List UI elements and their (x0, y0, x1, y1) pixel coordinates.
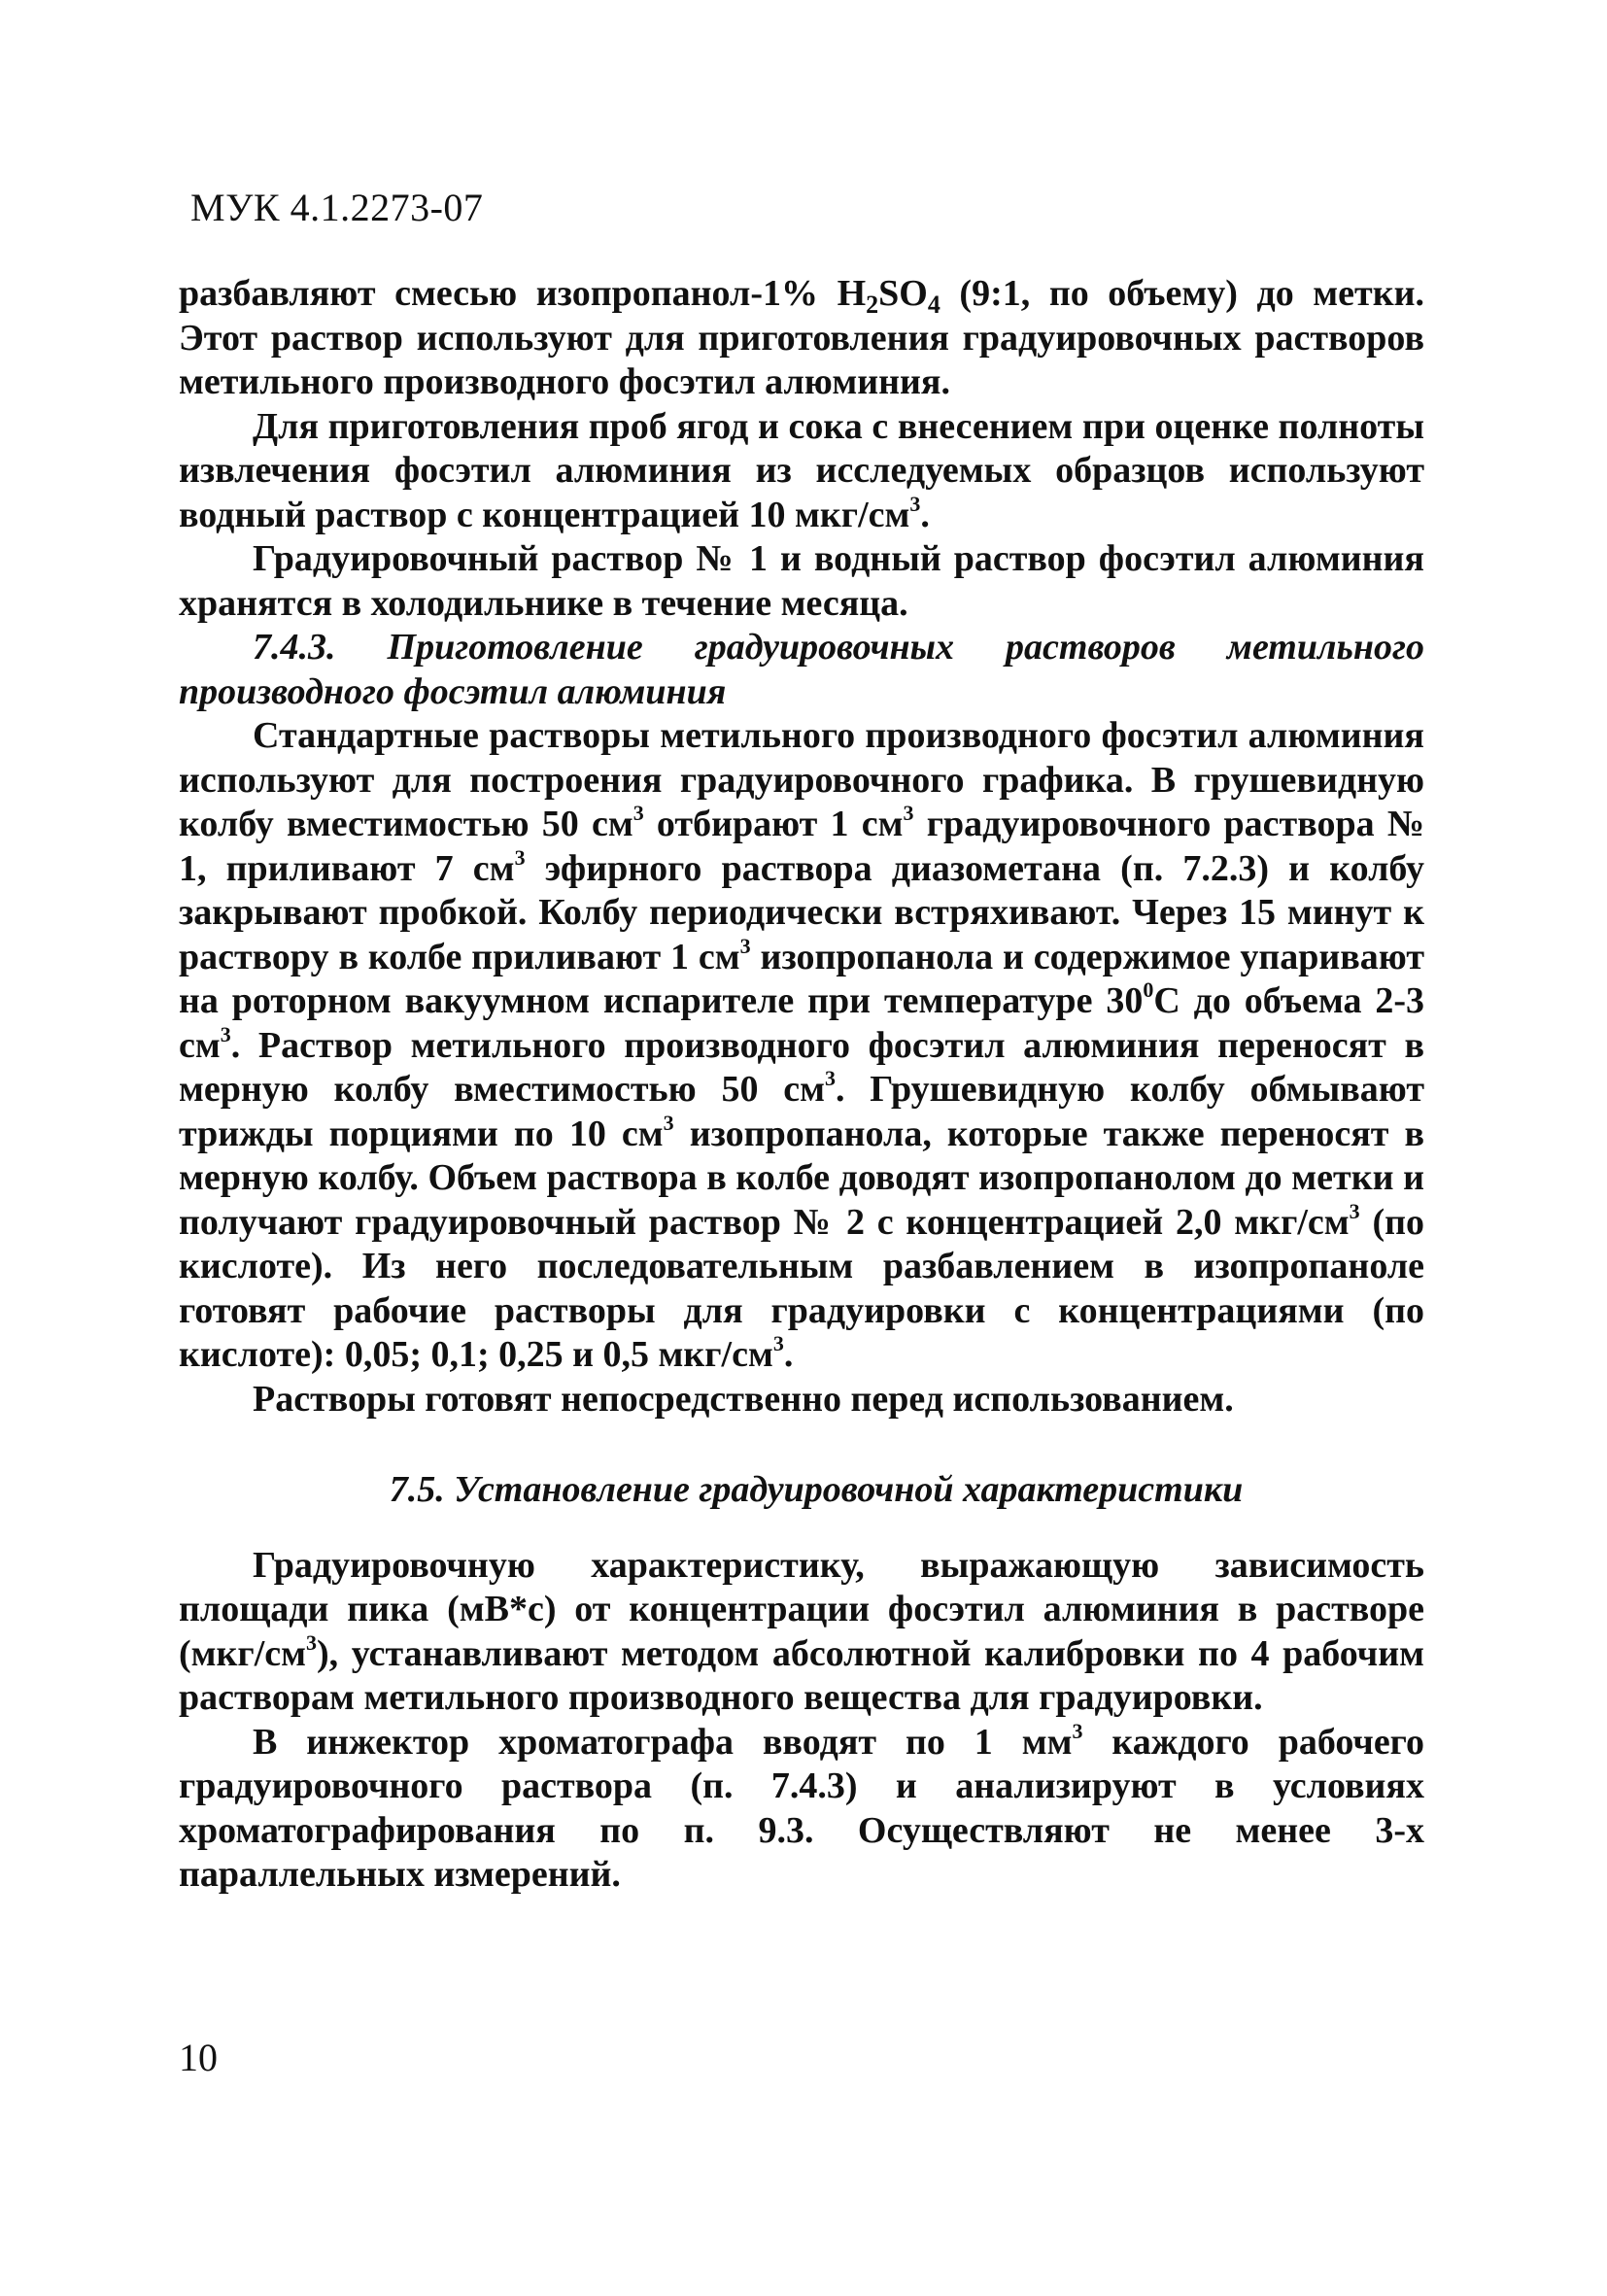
paragraph-dilution: разбавляют смесью изопропанол-1% $H_2SO_4$ (9:1, по объему) до метки. Этот раствор используют для приготовления градуировочных растворов метильного производного фосэтил алюминия. (179, 273, 1425, 402)
subsection-heading-7-4-3: 7.4.3. Приготовление градуировочных растворов метильного производного фосэтил алюминия (179, 627, 1424, 712)
paragraph-calibration-characteristic: Градуировочную характеристику, выражающую зависимость площади пика (мВ*с) от концентрации фосэтил алюминия в растворе $(мкг/см^3)$, устанавливают методом абсолютной калибровки по 4 рабочим растворам метильного производного вещества для градуировки. (179, 1544, 1424, 1718)
page-number: 10 (179, 2036, 218, 2079)
paragraph-sample-prep: Для приготовления проб ягод и сока с внесением при оценке полноты извлечения фосэтил алюминия из исследуемых образцов используют водный раствор с концентрацией 10 мкг/$см^3$. (179, 405, 1424, 535)
paragraph-storage: Градуировочный раствор № 1 и водный раствор фосэтил алюминия хранятся в холодильнике в течение месяца. (179, 538, 1424, 624)
document-header: МУК 4.1.2273-07 (190, 186, 484, 229)
paragraph-injection: В инжектор хроматографа вводят по 1 $мм^3$ каждого рабочего градуировочного раствора (п. 7.4.3) и анализируют в условиях хроматографирования по п. 9.3. Осуществляют не менее 3-х параллельных измерений. (179, 1718, 1424, 1895)
page-body (179, 272, 1424, 1898)
paragraph-standard-solutions: Стандартные растворы метильного производного фосэтил алюминия используют для построения градуировочного графика. В грушевидную колбу вместимостью 50 $см^3$ отбирают 1 $см^3$ градуировочного раствора № 1, приливают 7 $см^3$ эфирного раствора диазометана (п. 7.2.3) и колбу закрывают пробкой. Колбу периодически встряхивают. Через 15 минут к раствору в колбе приливают 1 $см^3$ изопропанола и содержимое упаривают на роторном вакуумном испарителе при температуре $30^0С$ до объема 2-3 $см^3$. Раствор метильного производного фосэтил алюминия переносят в мерную колбу вместимостью 50 $см^3$. Грушевидную колбу обмывают трижды порциями по 10 $см^3$ изопропанола, которые также переносят в мерную колбу. Объем раствора в колбе доводят изопропанолом до метки и получают градуировочный раствор № 2 с концентрацией 2,0 мкг/$см^3$ (по кислоте). Из него последовательным разбавлением в изопропаноле готовят рабочие растворы для градуировки с концентрациями (по кислоте): 0,05; 0,1; 0,25 и 0,5 мкг/$см^3$. (179, 715, 1425, 1375)
section-heading-7-5: 7.5. Установление градуировочной характеристики (389, 1469, 1244, 1510)
paragraph-prepare-before-use: Растворы готовят непосредственно перед использованием. (253, 1378, 1234, 1420)
